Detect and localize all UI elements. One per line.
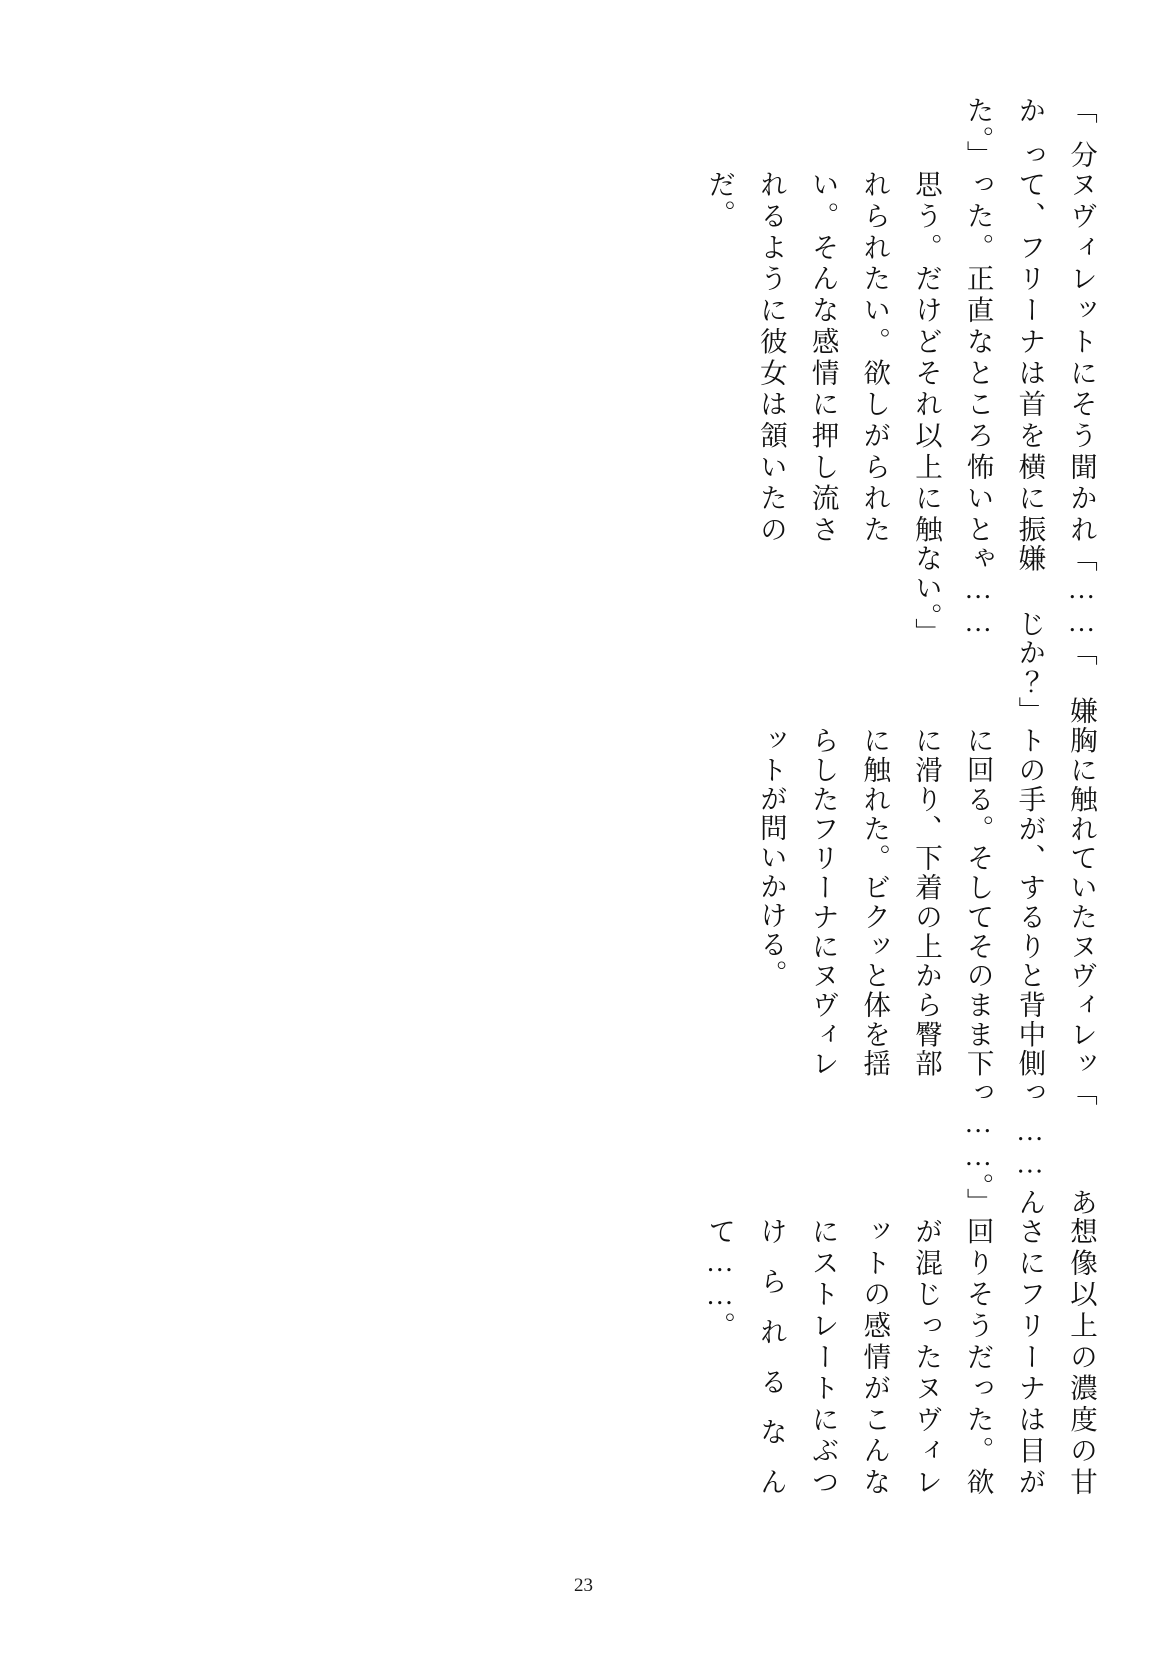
- paragraph: 「分かった。」: [962, 96, 1097, 170]
- paragraph: 「嫌か？」: [1014, 638, 1097, 726]
- paragraph: 「……嫌じゃ……ない。」: [910, 543, 1097, 647]
- paragraph: 胸に触れていたヌヴィレットの手が、するりと背中側に回る。そしてそのまま下に滑り、下着の上から臀部に触れた。ビクッと体を揺らしたフリーナにヌヴィレットが問いかける。: [755, 725, 1097, 1078]
- vertical-text-body: [60, 96, 1107, 1496]
- paragraph: 想像以上の濃度の甘さにフリーナは目が回りそうだった。欲が混じったヌヴィレットの感情がこんなにストレートにぶつけられるなんて……。: [704, 1216, 1097, 1496]
- paragraph: ヌヴィレットにそう聞かれて、フリーナは首を横に振った。正直なところ怖いと思う。だけどそれ以上に触れられたい。欲しがられたい。そんな感情に押し流されるように彼女は頷いたのだ。: [704, 169, 1097, 544]
- paragraph: 「あっ……んっ……。」: [962, 1077, 1097, 1217]
- page-number: 23: [574, 1575, 593, 1596]
